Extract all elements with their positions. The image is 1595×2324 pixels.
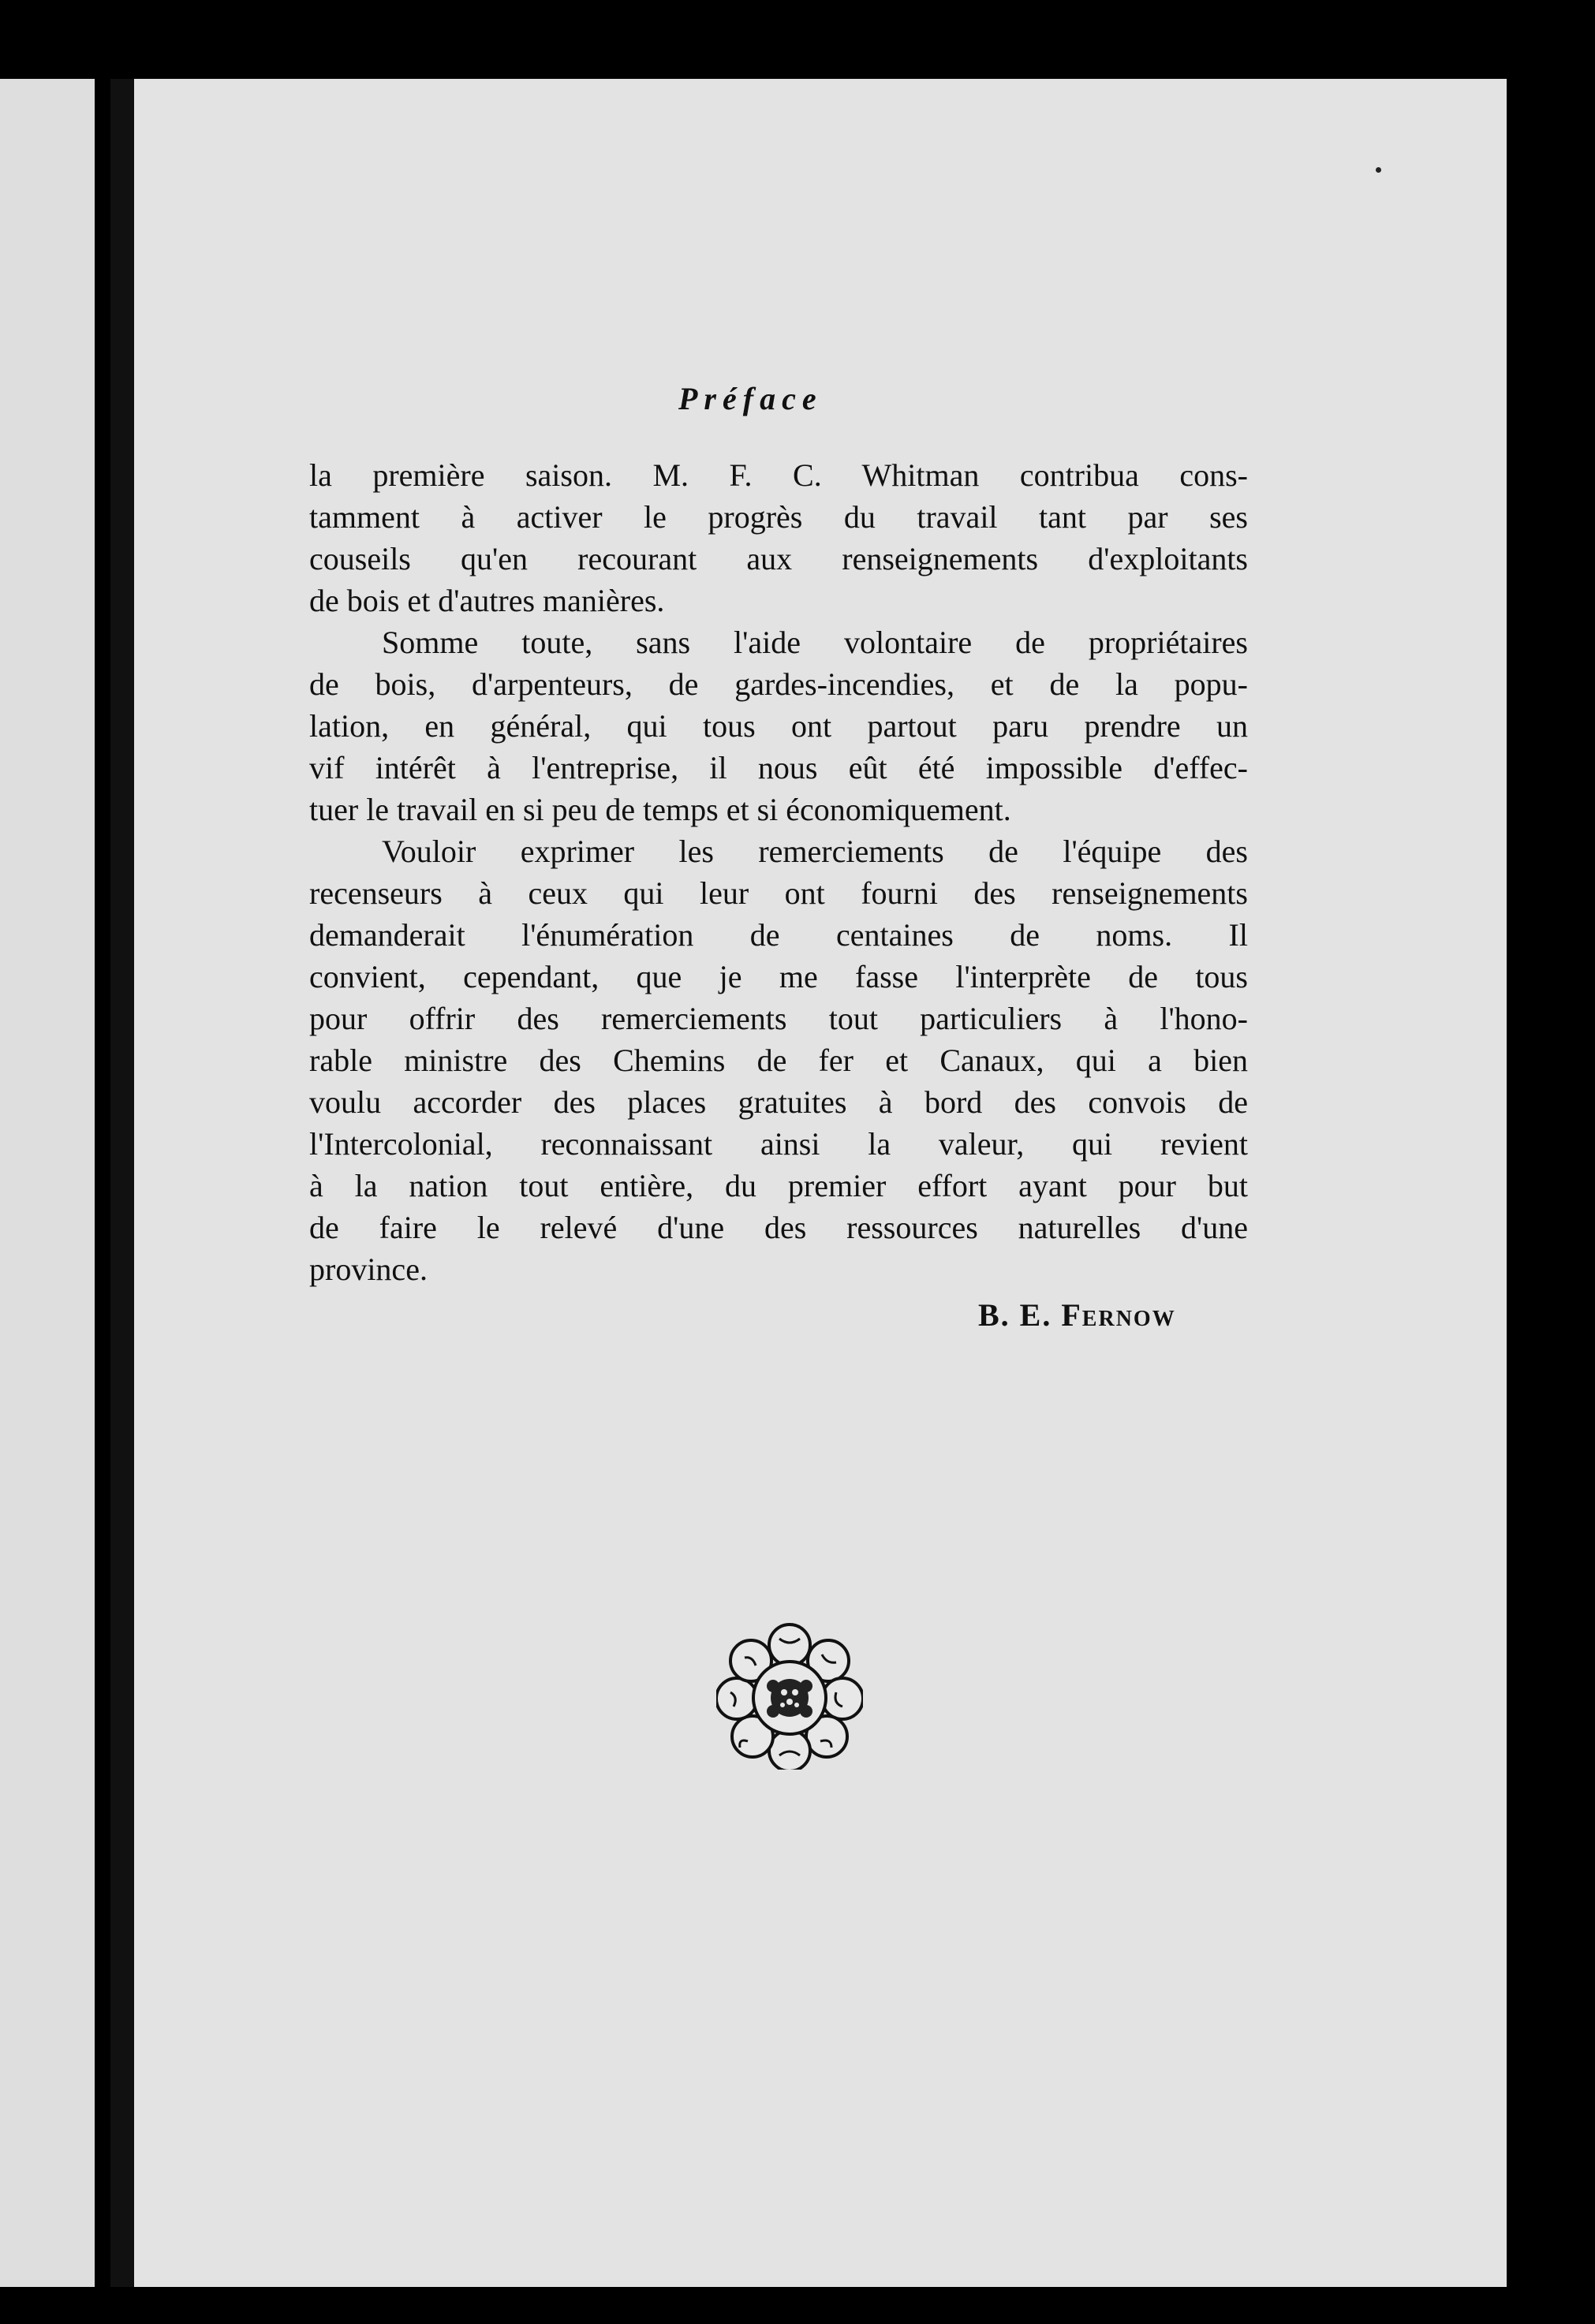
text-line: tamment à activer le progrès du travail tant par ses — [309, 499, 1248, 535]
text-line: Vouloir exprimer les remerciements de l'équipe des — [382, 834, 1248, 869]
text-line: de faire le relevé d'une des ressources naturelles d'une — [309, 1210, 1248, 1245]
text-line: vif intérêt à l'entreprise, il nous eût été impossible d'effec- — [309, 750, 1248, 785]
text-line: pour offrir des remerciements tout particuliers à l'hono- — [309, 1001, 1248, 1036]
text-line: lation, en général, qui tous ont partout paru prendre un — [309, 708, 1248, 744]
preface-text — [309, 454, 1248, 1290]
text-line: Somme toute, sans l'aide volontaire de propriétaires — [382, 625, 1248, 660]
text-line: tuer le travail en si peu de temps et si économiquement. — [309, 792, 1011, 827]
text-line: convient, cependant, que je me fasse l'interprète de tous — [309, 959, 1248, 994]
signature-surname: Fernow — [1061, 1297, 1176, 1333]
text-line: de bois et d'autres manières. — [309, 583, 665, 618]
text-line: voulu accorder des places gratuites à bord des convois de — [309, 1084, 1248, 1120]
text-line: la première saison. M. F. C. Whitman contribua cons- — [309, 457, 1248, 493]
running-head: Préface — [678, 381, 823, 416]
text-line: province. — [309, 1252, 428, 1287]
page-gutter — [110, 79, 134, 2287]
text-line: demanderait l'énumération de centaines de noms. Il — [309, 917, 1248, 953]
text-line: de bois, d'arpenteurs, de gardes-incendies, et de la popu- — [309, 666, 1248, 702]
text-line: rable ministre des Chemins de fer et Canaux, qui a bien — [309, 1043, 1248, 1078]
text-line: couseils qu'en recourant aux renseignements d'exploitants — [309, 541, 1248, 576]
text-line: recenseurs à ceux qui leur ont fourni des renseignements — [309, 875, 1248, 911]
scan-speck — [1376, 167, 1381, 173]
text-line: l'Intercolonial, reconnaissant ainsi la valeur, qui revient — [309, 1126, 1248, 1162]
facing-page-edge — [0, 79, 95, 2287]
rose-ornament-icon — [716, 1623, 863, 1770]
author-signature — [978, 1296, 1176, 1334]
text-line: à la nation tout entière, du premier effort ayant pour but — [309, 1168, 1248, 1203]
signature-initials: B. E. — [978, 1297, 1052, 1333]
